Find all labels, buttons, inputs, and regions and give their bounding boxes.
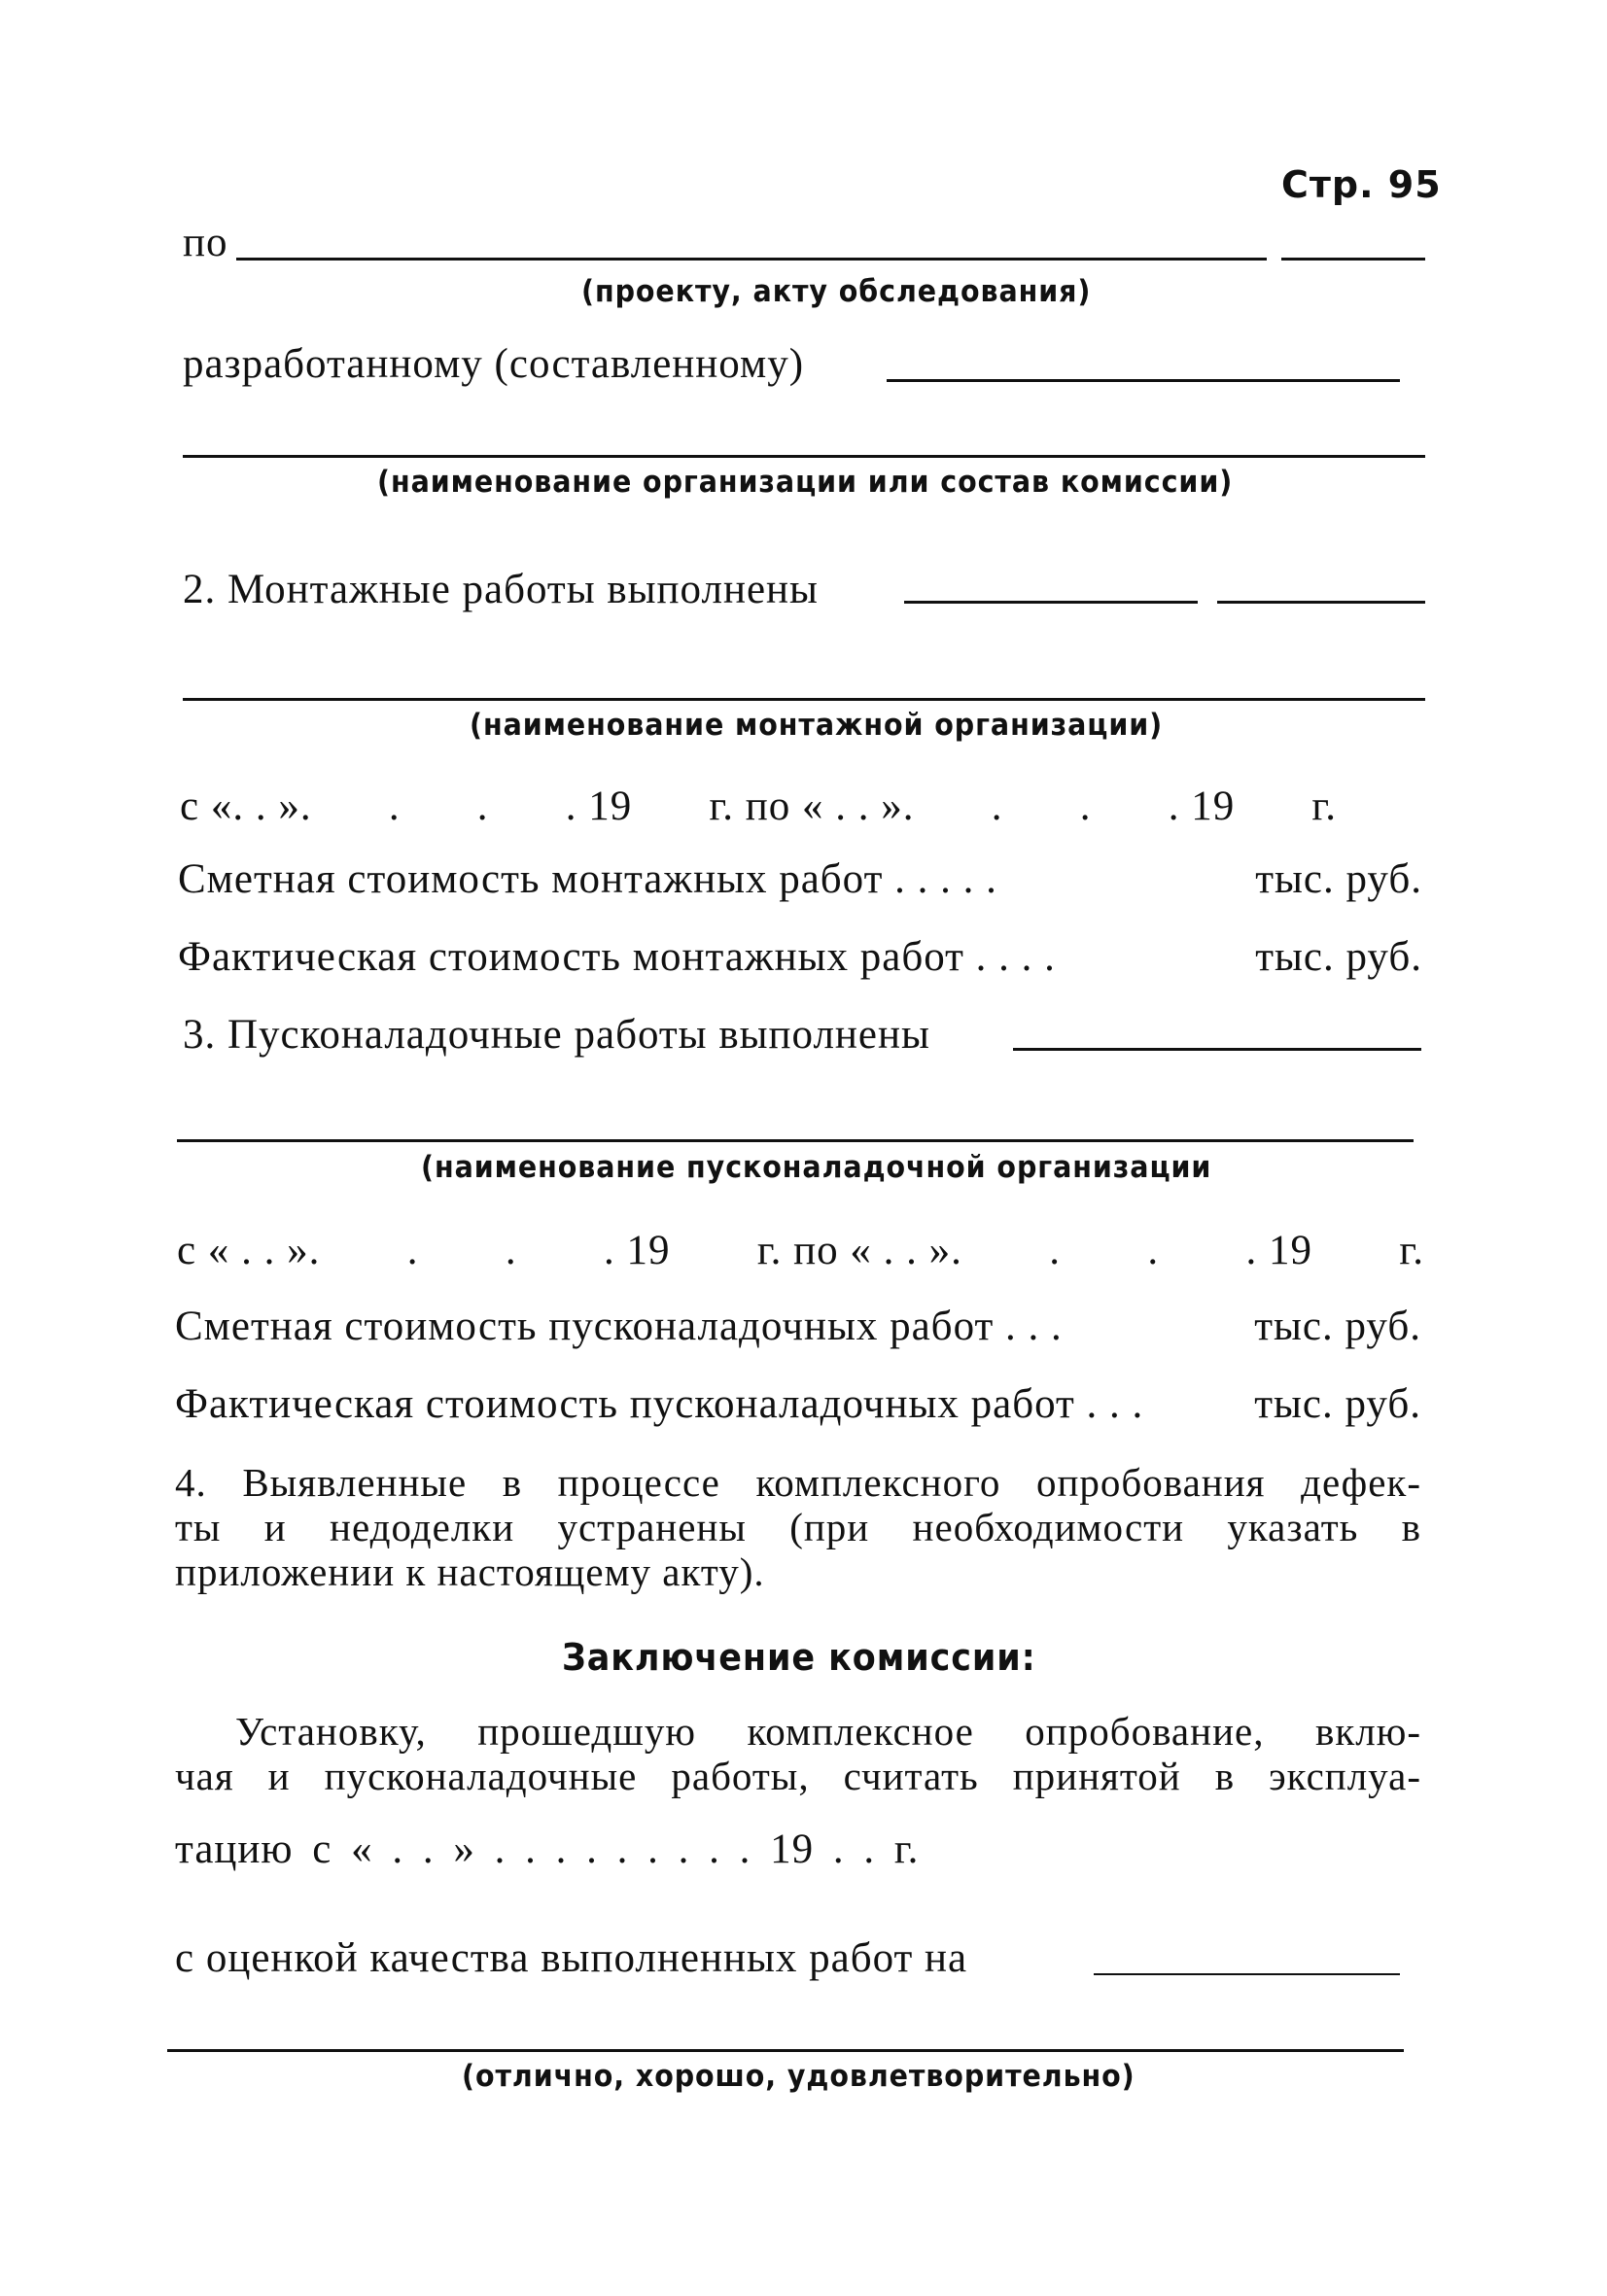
s3-date-part: г. по « . . ». bbox=[756, 1228, 962, 1273]
s2-estimated-label: Сметная стоимость монтажных работ . . . . . bbox=[178, 856, 997, 902]
s2-date-part: . bbox=[476, 783, 489, 829]
s2-actual-label: Фактическая стоимость монтажных работ . . . . bbox=[178, 934, 1056, 980]
s2-date-part: г. по « . . ». bbox=[709, 783, 915, 829]
section4-line: приложении к настоящему акту). bbox=[175, 1549, 765, 1594]
quality-caption: (отлично, хорошо, удовлетворительно) bbox=[462, 2059, 1135, 2094]
s2-actual-unit: тыс. руб. bbox=[1255, 934, 1422, 980]
quality-fill-line-2 bbox=[167, 2049, 1404, 2052]
s3-date-part: г. bbox=[1399, 1228, 1424, 1273]
section2-dates bbox=[180, 783, 1337, 830]
conclusion-paragraph bbox=[175, 1709, 1421, 1798]
po-fill-line bbox=[236, 258, 1267, 261]
section3-estimated-cost bbox=[175, 1303, 1421, 1350]
po-label: по bbox=[183, 220, 228, 265]
page-number: Стр. 95 bbox=[1281, 163, 1442, 206]
s3-date-part: . bbox=[505, 1228, 517, 1273]
section2-caption: (наименование монтажной организации) bbox=[470, 708, 1164, 743]
developed-caption: (наименование организации или состав комиссии) bbox=[377, 465, 1234, 500]
s2-date-part: . bbox=[991, 783, 1003, 829]
s3-date-part: . bbox=[1147, 1228, 1160, 1273]
s3-date-part: . bbox=[406, 1228, 419, 1273]
s2-date-part: . bbox=[1079, 783, 1092, 829]
s2-date-part: . 19 bbox=[1168, 783, 1236, 829]
section2-fill-line bbox=[904, 601, 1198, 604]
section3-title: 3. Пусконаладочные работы выполнены bbox=[183, 1012, 930, 1058]
s3-date-part: . 19 bbox=[1245, 1228, 1313, 1273]
s2-estimated-unit: тыс. руб. bbox=[1255, 856, 1422, 902]
quality-label: с оценкой качества выполненных работ на bbox=[175, 1935, 968, 1981]
section2-estimated-cost bbox=[178, 855, 1422, 903]
section4-line: ты и недоделки устранены (при необходимости указать в bbox=[175, 1505, 1421, 1549]
conclusion-heading: Заключение комиссии: bbox=[562, 1636, 1036, 1679]
section3-dates bbox=[177, 1227, 1424, 1274]
s2-date-part: . bbox=[388, 783, 401, 829]
section4-line: 4. Выявленные в процессе комплексного опробования дефек- bbox=[175, 1460, 1421, 1505]
section4-paragraph bbox=[175, 1460, 1421, 1594]
section3-fill-line bbox=[1013, 1048, 1421, 1051]
conclusion-line: Установку, прошедшую комплексное опробование, вклю- bbox=[235, 1709, 1421, 1754]
s2-date-part: г. bbox=[1311, 783, 1337, 829]
section2-fill-line-2 bbox=[183, 698, 1425, 701]
s3-estimated-label: Сметная стоимость пусконаладочных работ . . . bbox=[175, 1304, 1063, 1349]
section2-actual-cost bbox=[178, 933, 1422, 981]
developed-label: разработанному (составленному) bbox=[183, 341, 805, 387]
section2-fill-line-end bbox=[1217, 601, 1425, 604]
section3-fill-line-2 bbox=[177, 1139, 1414, 1142]
s3-actual-unit: тыс. руб. bbox=[1254, 1381, 1421, 1427]
developed-fill-line bbox=[887, 379, 1400, 382]
s2-date-part: . 19 bbox=[565, 783, 633, 829]
quality-fill-line bbox=[1094, 1973, 1400, 1975]
s3-date-part: . 19 bbox=[603, 1228, 671, 1273]
conclusion-line: чая и пусконаладочные работы, считать принятой в эксплуа- bbox=[175, 1754, 1421, 1798]
developed-fill-line-2 bbox=[183, 455, 1425, 458]
section2-title: 2. Монтажные работы выполнены bbox=[183, 567, 819, 612]
s3-date-part: с « . . ». bbox=[177, 1228, 321, 1273]
po-caption: (проекту, акту обследования) bbox=[581, 274, 1092, 309]
s3-date-part: . bbox=[1049, 1228, 1062, 1273]
s2-date-part: с «. . ». bbox=[180, 783, 312, 829]
s3-estimated-unit: тыс. руб. bbox=[1254, 1304, 1421, 1349]
section3-caption: (наименование пусконаладочной организации bbox=[421, 1150, 1212, 1185]
po-fill-line-end bbox=[1281, 258, 1425, 261]
s3-actual-label: Фактическая стоимость пусконаладочных работ . . . bbox=[175, 1381, 1144, 1427]
section3-actual-cost bbox=[175, 1380, 1421, 1428]
conclusion-date-line: тацию с « . . » . . . . . . . . . 19 . . г. bbox=[175, 1826, 920, 1872]
